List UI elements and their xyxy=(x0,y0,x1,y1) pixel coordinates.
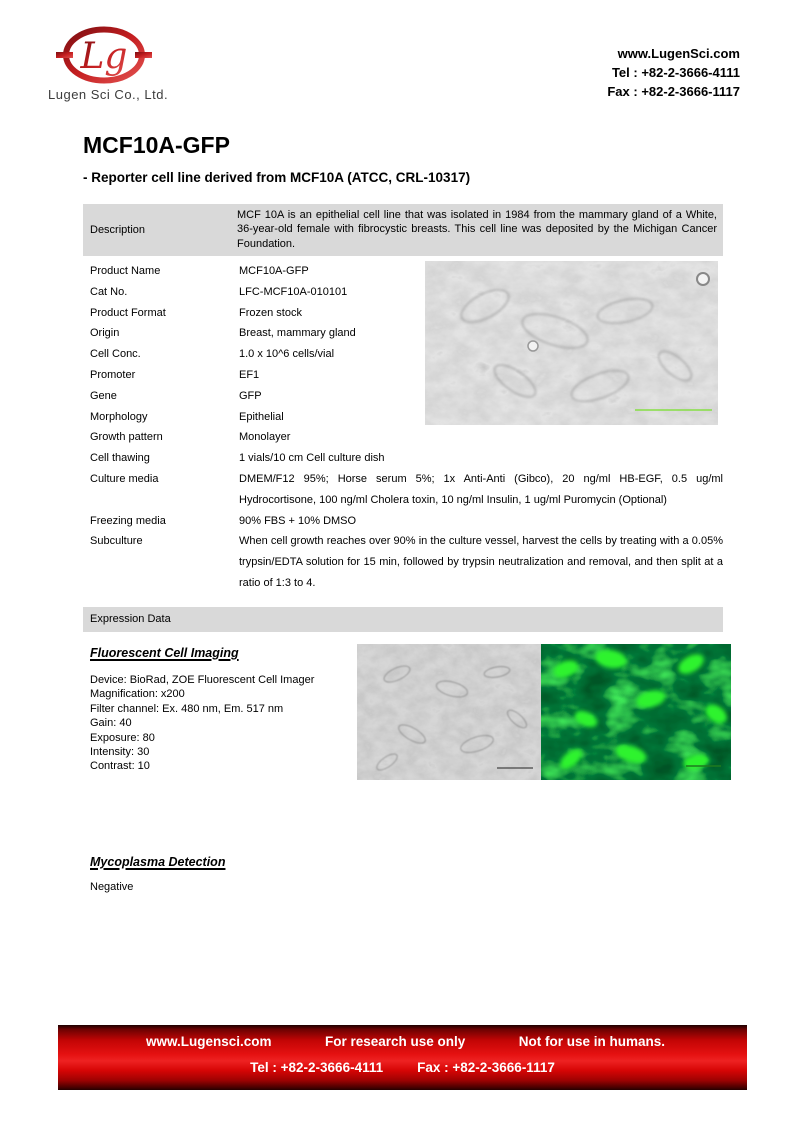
row-value: 1 vials/10 cm Cell culture dish xyxy=(239,452,385,465)
svg-text:Lg: Lg xyxy=(80,36,128,77)
footer-humans-note: Not for use in humans. xyxy=(518,1034,665,1049)
brightfield-image xyxy=(357,644,541,780)
row-value: Epithelial xyxy=(239,410,284,423)
imaging-detail-line: Magnification: x200 xyxy=(90,688,185,701)
row-value: LFC-MCF10A-010101 xyxy=(239,285,348,298)
row-value: When cell growth reaches over 90% in the culture vessel, harvest the cells by treating with a 0.05% trypsin/EDTA solution for 15 min, followed by trypsin neutralization and removal, and then split at a ratio of 1:3 to 4. xyxy=(239,535,723,589)
footer-banner xyxy=(58,1025,747,1090)
header-contact xyxy=(607,44,740,101)
row-label: Subculture xyxy=(90,535,143,548)
description-label: Description xyxy=(90,224,146,236)
table-row xyxy=(83,511,723,532)
row-label: Product Name xyxy=(90,265,161,277)
row-label: Morphology xyxy=(90,410,148,423)
page-title: MCF10A-GFP xyxy=(83,132,230,158)
imaging-detail-line: Contrast: 10 xyxy=(90,760,150,773)
phase-contrast-image xyxy=(425,261,718,425)
fluorescent-image xyxy=(541,644,731,780)
row-label: Promoter xyxy=(90,368,136,381)
row-label: Product Format xyxy=(90,306,166,319)
imaging-detail-line: Intensity: 30 xyxy=(90,746,150,759)
page-subtitle: - Reporter cell line derived from MCF10A (ATCC, CRL-10317) xyxy=(83,170,471,185)
row-value: 1.0 x 10^6 cells/vial xyxy=(239,348,335,361)
mycoplasma-result: Negative xyxy=(90,881,134,893)
row-value: GFP xyxy=(239,389,262,402)
imaging-detail-line: Device: BioRad, ZOE Fluorescent Cell Imager xyxy=(90,674,315,686)
imaging-details xyxy=(90,673,314,774)
header-fax: Fax : +82-2-3666-1117 xyxy=(607,84,740,99)
footer-line-2 xyxy=(58,1060,747,1075)
row-value: DMEM/F12 95%; Horse serum 5%; 1x Anti-Anti (Gibco), 20 ng/ml HB-EGF, 0.5 ug/ml Hydrocortisone, 100 ng/ml Cholera toxin, 10 ng/ml Insulin, 1 ug/ml Puromycin (Optional) xyxy=(239,472,723,506)
row-value: EF1 xyxy=(239,368,260,381)
row-label: Growth pattern xyxy=(90,431,163,444)
row-label: Origin xyxy=(90,327,120,340)
table-row xyxy=(83,448,723,469)
row-label: Cell thawing xyxy=(90,452,150,465)
row-label: Cell Conc. xyxy=(90,348,141,361)
imaging-detail-line: Gain: 40 xyxy=(90,717,132,730)
description-box xyxy=(83,204,723,256)
footer-research-note: For research use only xyxy=(324,1034,466,1049)
table-row xyxy=(83,531,723,593)
row-label: Freezing media xyxy=(90,514,166,527)
imaging-detail-line: Filter channel: Ex. 480 nm, Em. 517 nm xyxy=(90,702,284,715)
footer-website: www.Lugensci.com xyxy=(146,1034,272,1049)
row-value: Breast, mammary gland xyxy=(239,327,356,340)
row-value: 90% FBS + 10% DMSO xyxy=(239,514,357,527)
mycoplasma-heading: Mycoplasma Detection xyxy=(90,855,226,869)
header-website: www.LugenSci.com xyxy=(617,46,740,61)
row-value: Frozen stock xyxy=(239,306,302,319)
header-tel: Tel : +82-2-3666-4111 xyxy=(611,65,740,80)
footer-fax: Fax : +82-2-3666-1117 xyxy=(417,1060,555,1075)
row-label: Gene xyxy=(90,389,117,402)
imaging-detail-line: Exposure: 80 xyxy=(90,731,155,744)
lugen-logo-icon xyxy=(56,26,152,86)
company-logo xyxy=(48,26,168,102)
row-label: Cat No. xyxy=(90,285,128,298)
row-label: Culture media xyxy=(90,472,159,485)
footer-line-1 xyxy=(58,1025,747,1049)
description-text: MCF 10A is an epithelial cell line that was isolated in 1984 from the mammary gland of a White, 36-year-old female with fibrocystic breasts. This cell line was deposited by the Michigan Cancer Foundation. xyxy=(237,209,717,250)
table-row xyxy=(83,469,723,511)
row-value: MCF10A-GFP xyxy=(239,265,309,277)
footer-tel: Tel : +82-2-3666-4111 xyxy=(250,1060,384,1075)
expression-data-header: Expression Data xyxy=(83,607,723,632)
table-row xyxy=(83,427,723,448)
row-value: Monolayer xyxy=(239,431,291,444)
fluorescent-imaging-heading: Fluorescent Cell Imaging xyxy=(90,646,239,660)
company-name: Lugen Sci Co., Ltd. xyxy=(48,87,169,102)
